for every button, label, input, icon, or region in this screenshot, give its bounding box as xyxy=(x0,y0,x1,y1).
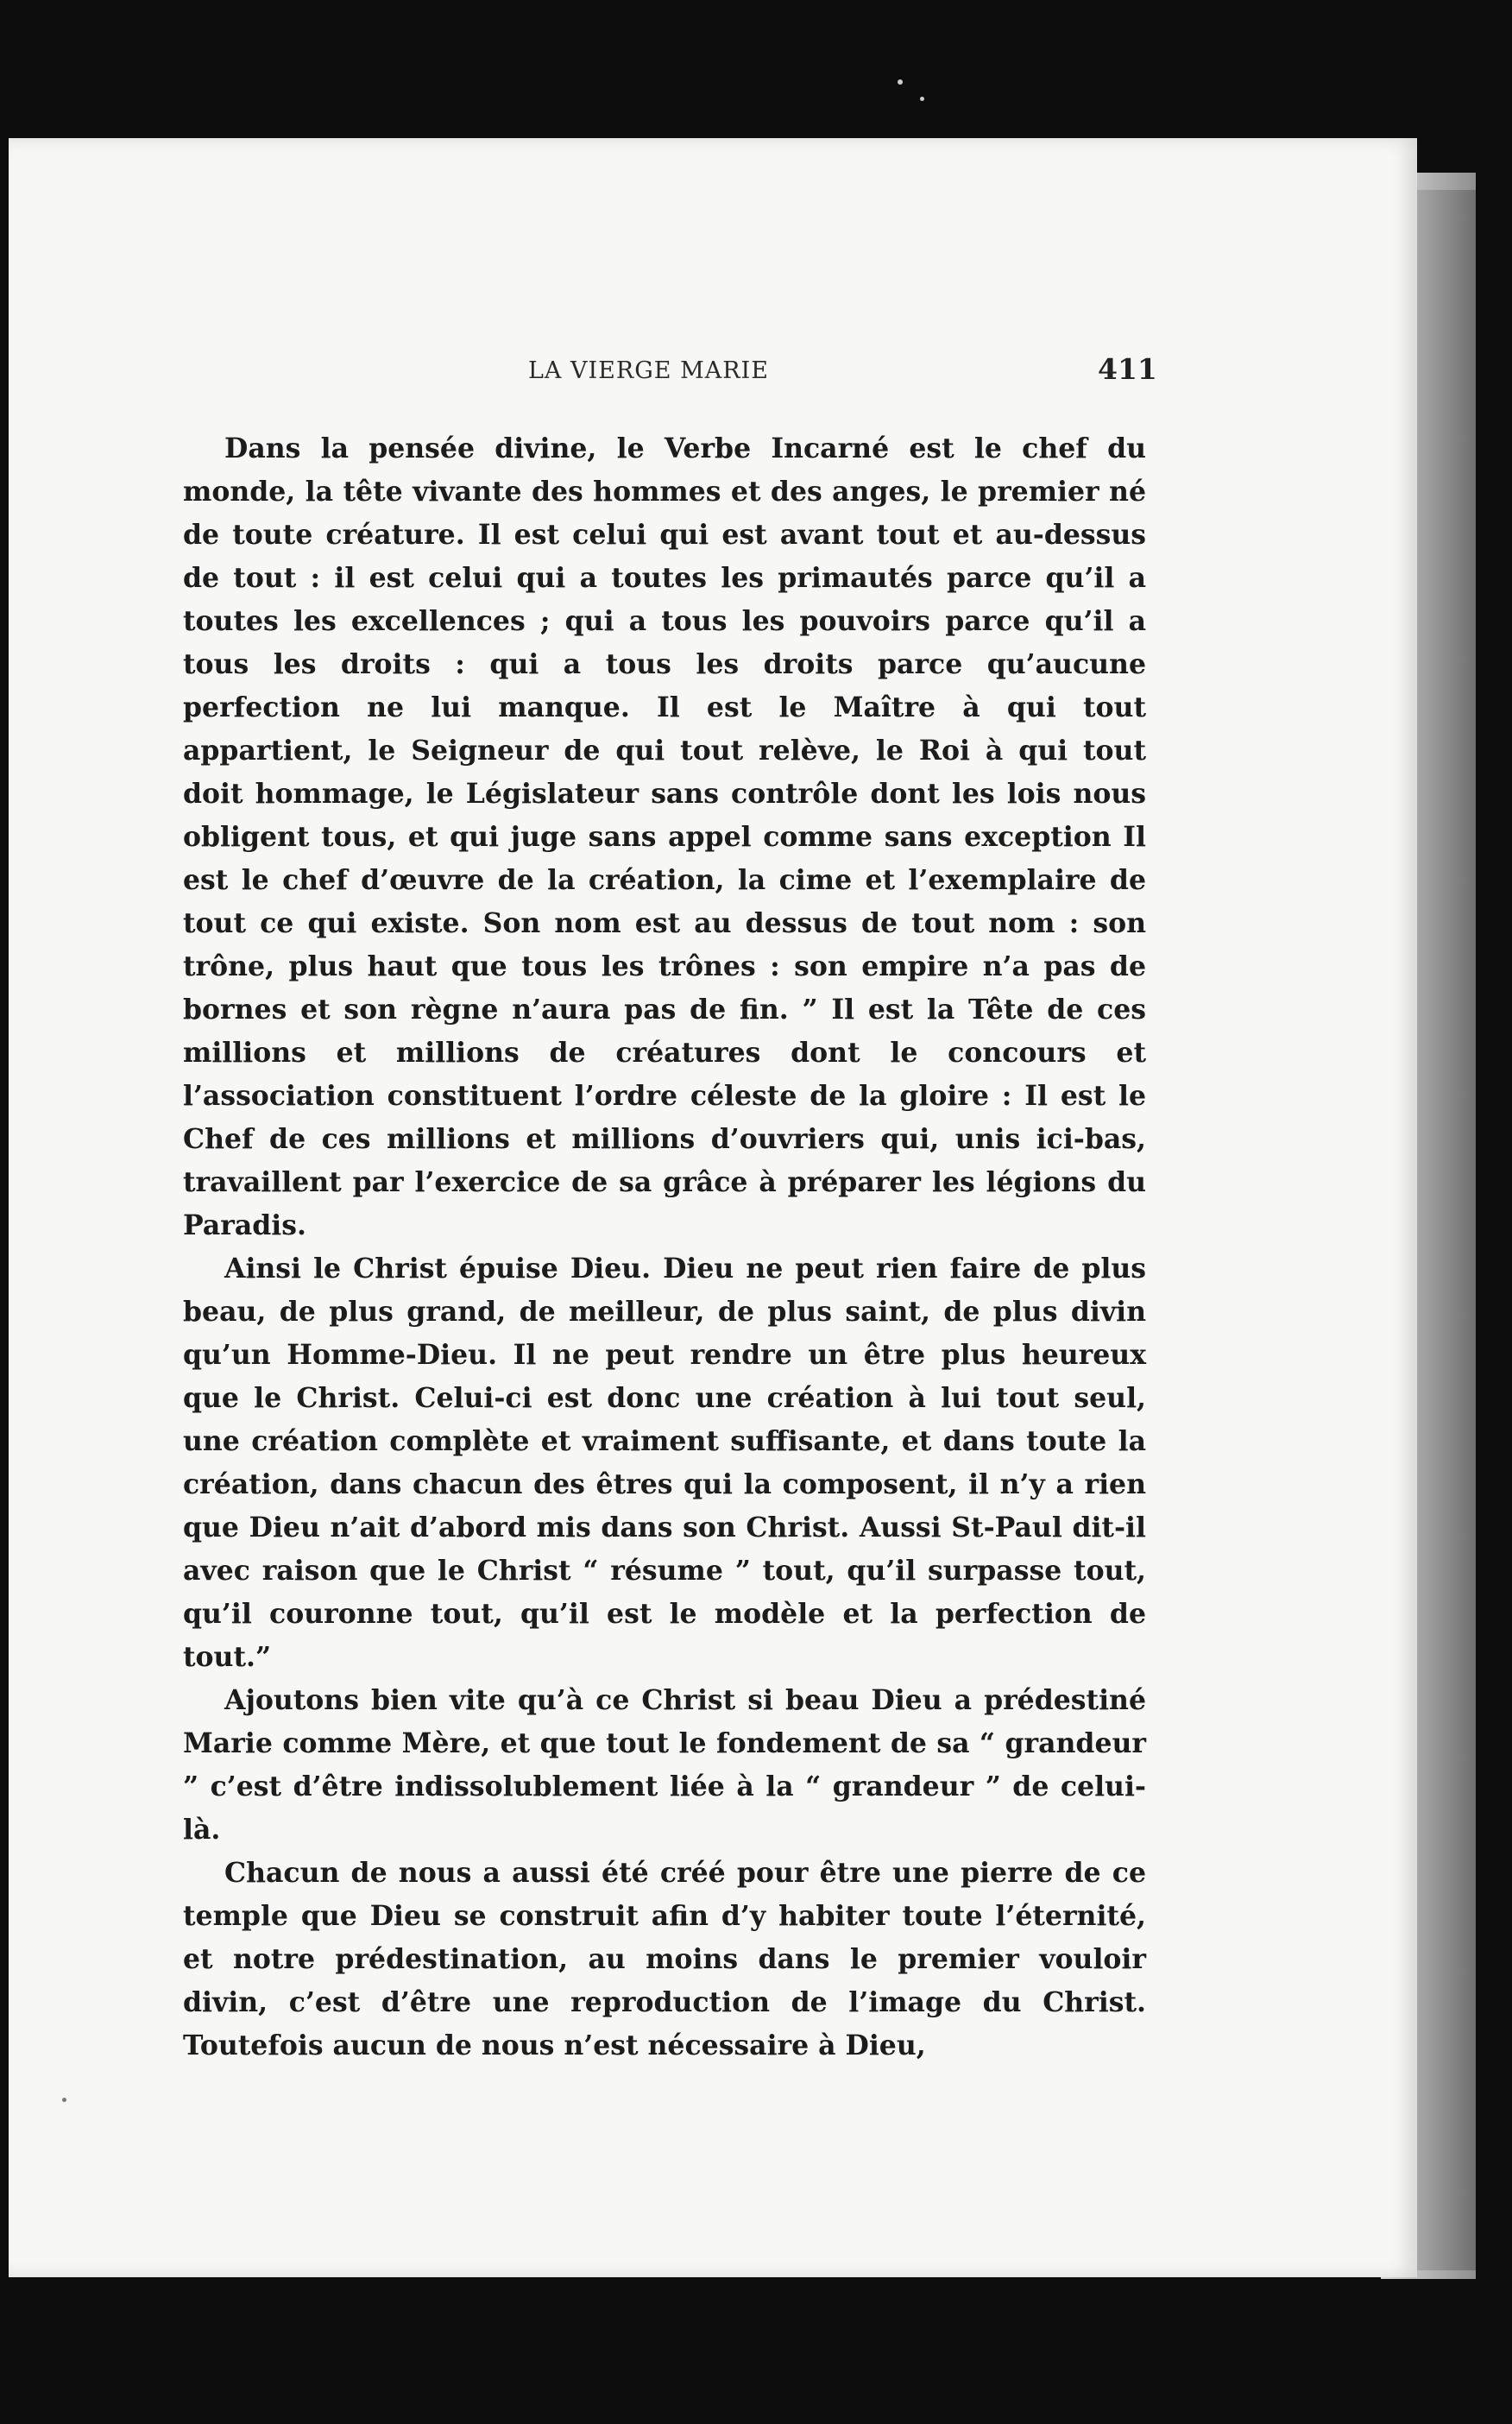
paragraph: Chacun de nous a aussi été créé pour être une pierre de ce temple que Dieu se construit afin d’y habiter toute l’éternité, et notre prédestination, au moins dans le premier vouloir divin, c’est d’être une reproduction de l’image du Christ. Toutefois aucun de nous n’est nécessaire à Dieu, xyxy=(183,1857,1146,2061)
paragraph: Ainsi le Christ épuise Dieu. Dieu ne peut rien faire de plus beau, de plus grand, de meilleur, de plus saint, de plus divin qu’un Homme-Dieu. Il ne peut rendre un être plus heureux que le Christ. Celui-ci est donc une création à lui tout seul, une création complète et vraiment suffisante, et dans toute la création, dans chacun des êtres qui la composent, il n’y a rien que Dieu n’ait d’abord mis dans son Christ. Aussi St-Paul dit-il avec raison que le Christ “ résume ” tout, qu’il surpasse tout, qu’il couronne tout, qu’il est le modèle et la perfection de tout.” xyxy=(183,1253,1146,1673)
page-number: 411 xyxy=(1098,352,1157,386)
page-stack-shadow xyxy=(1415,190,1476,2270)
dust-speck xyxy=(62,2098,66,2102)
page-body xyxy=(183,427,1146,2067)
paragraph: Ajoutons bien vite qu’à ce Christ si beau Dieu a prédestiné Marie comme Mère, et que tout le fondement de sa “ grandeur ” c’est d’être indissolublement liée à la “ grandeur ” de celui-là. xyxy=(183,1684,1146,1846)
paragraph: Dans la pensée divine, le Verbe Incarné est le chef du monde, la tête vivante des hommes et des anges, le premier né de toute créature. Il est celui qui est avant tout et au-dessus de tout : il est celui qui a toutes les primautés parce qu’il a toutes les excellences ; qui a tous les pouvoirs parce qu’il a tous les droits : qui a tous les droits parce qu’aucune perfection ne lui manque. Il est le Maître à qui tout appartient, le Seigneur de qui tout relève, le Roi à qui tout doit hommage, le Législateur sans contrôle dont les lois nous obligent tous, et qui juge sans appel comme sans exception Il est le chef d’œuvre de la création, la cime et l’exemplaire de tout ce qui existe. Son nom est au dessus de tout nom : son trône, plus haut que tous les trônes : son empire n’a pas de bornes et son règne n’aura pas de fin. ” Il est la Tête de ces millions et millions de créatures dont le concours et l’association constituent l’ordre céleste de la gloire : Il est le Chef de ces millions et millions d’ouvriers qui, unis ici-bas, travaillent par l’exercice de sa grâce à préparer les légions du Paradis. xyxy=(183,432,1146,1241)
running-title: LA VIERGE MARIE xyxy=(528,357,769,384)
page-header xyxy=(0,352,1512,395)
dust-speck xyxy=(898,79,903,85)
dust-speck xyxy=(920,97,924,101)
